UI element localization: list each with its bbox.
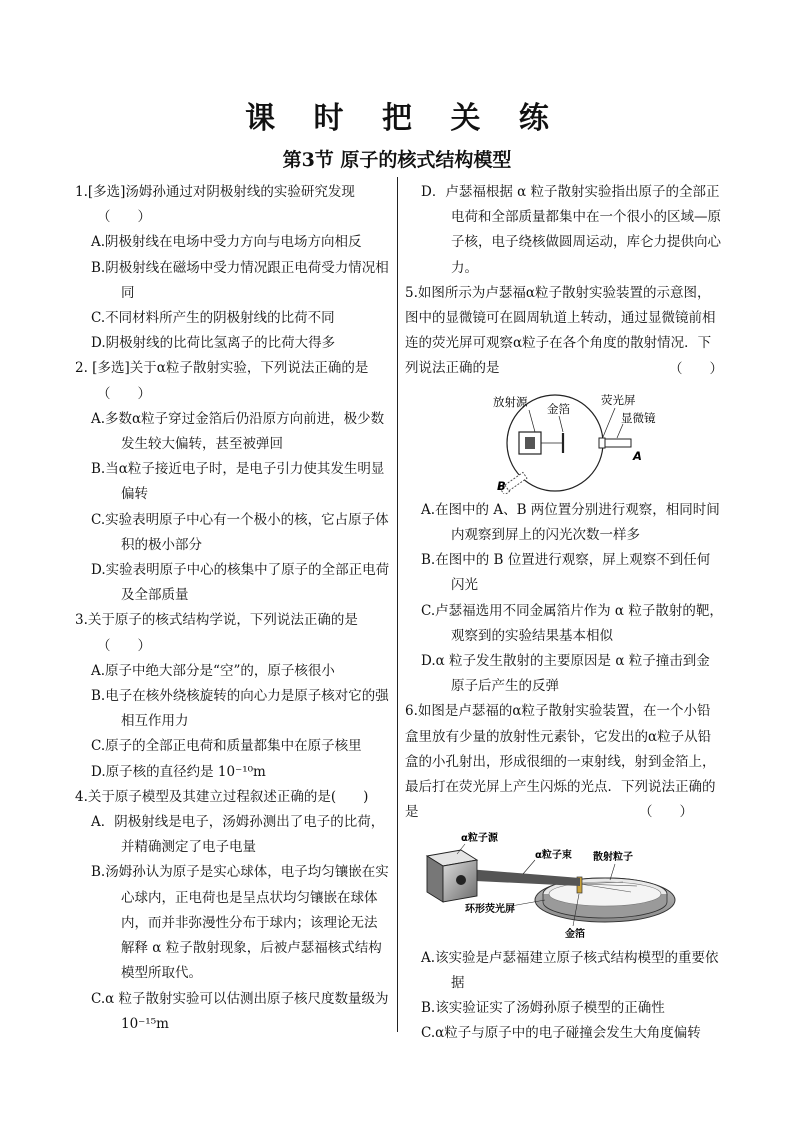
label-scattered: 散射粒子	[593, 851, 633, 863]
answer-bracket: （ ）	[97, 209, 151, 226]
page-title: 课 时 把 关 练	[245, 101, 563, 136]
option-d: D.原子核的直径约是 10⁻¹⁰m	[91, 763, 266, 780]
option-b: B.电子在核外绕核旋转的向心力是原子核对它的强相互作用力	[91, 688, 389, 730]
figure-ring-screen-apparatus	[405, 830, 723, 942]
label-gold-foil: 金箔	[565, 928, 585, 940]
answer-bracket: （ ）	[639, 804, 693, 821]
section-title: 第3节 原子的核式结构模型	[282, 149, 512, 171]
option-b: B.汤姆孙认为原子是实心球体，电子均匀镶嵌在实心球内，正电荷也是呈点状均匀镶嵌在球体内，而并非弥漫性分布于球内；该理论无法解释 α 粒子散射现象，后被卢瑟福核式结构模型所取代。	[91, 864, 389, 982]
ring-screen-floor	[549, 882, 661, 906]
option-b: B.在图中的 B 位置进行观察，屏上观察不到任何闪光	[421, 552, 711, 594]
label-ring-screen: 环形荧光屏	[465, 903, 515, 915]
leader-source	[529, 410, 535, 432]
question-6-stem: 6.如图是卢瑟福的α粒子散射实验装置，在一个小铅盒里放有少量的放射性元素钋，它发出的α粒子从铅盒的小孔射出，形成很细的一束射线，射到金箔上，最后打在荧光屏上产生闪烁的光点．下列说法正确的是	[405, 703, 716, 821]
label-position-b: B	[497, 478, 506, 493]
question-1	[75, 180, 390, 356]
answer-bracket: （ ）	[97, 385, 151, 402]
question-2-stem: 2. [多选]关于α粒子散射实验，下列说法正确的是	[75, 360, 369, 377]
option-a: A.该实验是卢瑟福建立原子核式结构模型的重要依据	[421, 949, 719, 991]
option-d: D.实验表明原子中心的核集中了原子的全部正电荷及全部质量	[91, 562, 390, 604]
label-position-a: A	[633, 448, 642, 463]
option-d: D.α 粒子发生散射的主要原因是 α 粒子撞击到金原子后产生的反弹	[421, 653, 710, 695]
right-column	[405, 180, 723, 1046]
question-4-stem: 4.关于原子模型及其建立过程叙述正确的是( )	[75, 788, 369, 805]
column-divider	[397, 177, 398, 1032]
left-column	[75, 180, 390, 1037]
source-aperture	[456, 875, 466, 885]
label-source: 放射源	[493, 394, 528, 409]
question-1-stem: 1.[多选]汤姆孙通过对阴极射线的实验研究发现	[75, 184, 355, 200]
question-4-option-d: D．卢瑟福根据 α 粒子散射实验指出原子的全部正电荷和全部质量都集中在一个很小的区域—原子核，电子绕核做圆周运动，库仑力提供向心力。	[421, 184, 721, 276]
option-c: C.不同材料所产生的阴极射线的比荷不同	[91, 310, 335, 327]
label-alpha-beam: α粒子束	[535, 849, 572, 861]
option-c: C.卢瑟福选用不同金属箔片作为 α 粒子散射的靶，观察到的实验结果基本相似	[421, 602, 723, 644]
question-3	[75, 608, 390, 784]
figure-scattering-apparatus	[405, 386, 723, 494]
question-5-stem: 5.如图所示为卢瑟福α粒子散射实验装置的示意图，图中的显微镜可在圆周轨道上转动，通过显微镜前相连的荧光屏可观察α粒子在各个角度的散射情况．下列说法正确的是	[405, 284, 716, 377]
question-5	[405, 281, 723, 700]
option-a: A．阴极射线是电子，汤姆孙测出了电子的比荷，并精确测定了电子电量	[91, 814, 385, 856]
option-a: A.在图中的 A、B 两位置分别进行观察，相同时间内观察到屏上的闪光次数一样多	[421, 501, 720, 544]
answer-bracket: （ ）	[669, 360, 723, 377]
question-2	[75, 356, 390, 608]
option-b: B.该实验证实了汤姆孙原子模型的正确性	[421, 1000, 665, 1017]
label-foil: 金箔	[547, 401, 570, 416]
option-a: A.阴极射线在电场中受力方向与电场方向相反	[91, 234, 362, 251]
leader-foil	[559, 416, 563, 432]
question-3-stem: 3.关于原子的核式结构学说，下列说法正确的是	[75, 612, 358, 629]
option-a: A.多数α粒子穿过金箔后仍沿原方向前进，极少数发生较大偏转，甚至被弹回	[91, 410, 385, 453]
option-c: C.α 粒子散射实验可以估测出原子核尺度数量级为 10⁻¹⁵m	[91, 990, 389, 1032]
option-c: C.实验表明原子中心有一个极小的核，它占原子体积的极小部分	[91, 511, 389, 553]
leader-screen	[603, 408, 615, 437]
option-a: A.原子中绝大部分是“空”的，原子核很小	[91, 662, 335, 679]
microscope-a	[605, 439, 631, 447]
label-microscope: 显微镜	[621, 410, 656, 425]
leader-beam	[523, 860, 535, 874]
option-b: B.当α粒子接近电子时，是电子引力使其发生明显偏转	[91, 461, 385, 503]
option-d: D.阴极射线的比荷比氢离子的比荷大得多	[91, 335, 336, 352]
option-c: C.α粒子与原子中的电子碰撞会发生大角度偏转	[421, 1025, 701, 1042]
leader-microscope	[617, 424, 623, 438]
question-6	[405, 699, 723, 1046]
leader-scatter	[610, 864, 615, 880]
screen-a	[599, 438, 605, 448]
label-alpha-source: α粒子源	[461, 832, 498, 844]
question-4	[75, 785, 390, 1037]
option-c: C.原子的全部正电荷和质量都集中在原子核里	[91, 738, 362, 755]
label-screen: 荧光屏	[601, 392, 636, 407]
answer-bracket: （ ）	[97, 637, 151, 654]
source-core	[525, 437, 535, 449]
option-b: B.阴极射线在磁场中受力情况跟正电荷受力情况相同	[91, 259, 389, 301]
